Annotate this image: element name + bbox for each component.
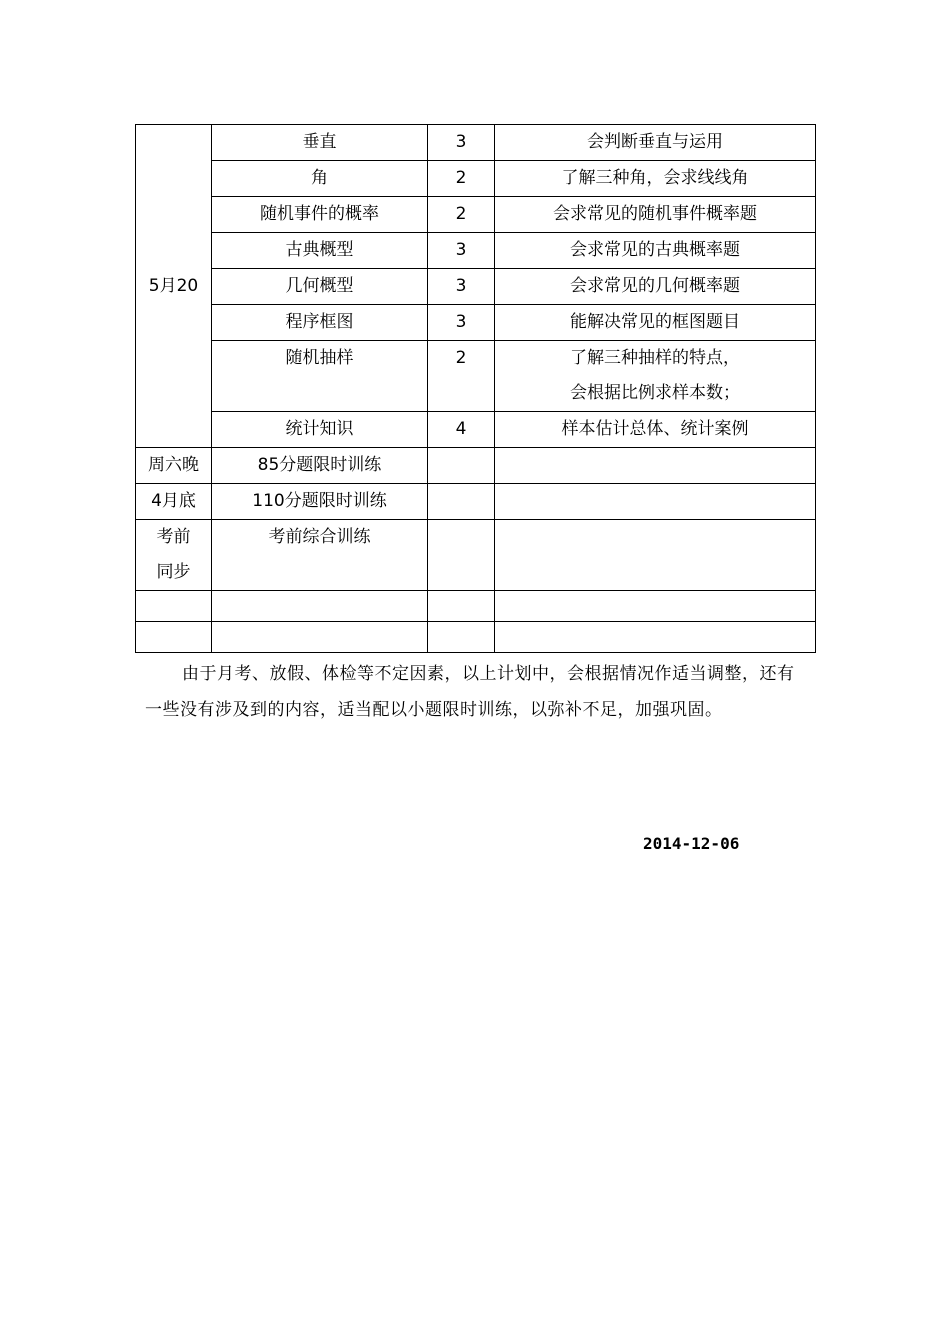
goal-label: 会判断垂直与运用 <box>587 132 723 152</box>
topic-label: 统计知识 <box>285 419 354 439</box>
topic-label: 85分题限时训练 <box>257 455 382 475</box>
goal-label: 了解三种角，会求线线角 <box>561 168 749 188</box>
date-label: 周六晚 <box>148 455 199 475</box>
hours-cell <box>428 125 495 161</box>
goal-label: 了解三种抽样的特点， 会根据比例求样本数； <box>570 348 740 403</box>
topic-label: 考前综合训练 <box>268 527 371 547</box>
empty-row <box>136 622 816 653</box>
topic-cell <box>212 448 428 484</box>
hours-cell <box>428 484 495 520</box>
topic-cell <box>212 484 428 520</box>
date-cell <box>136 484 212 520</box>
empty-cell <box>136 622 212 653</box>
topic-cell <box>212 197 428 233</box>
hours-cell <box>428 341 495 412</box>
table-row <box>136 520 816 591</box>
topic-cell <box>212 125 428 161</box>
goal-cell <box>495 341 816 412</box>
goal-cell <box>495 125 816 161</box>
date-cell <box>136 125 212 448</box>
document-date: 2014-12-06 <box>643 834 740 853</box>
topic-label: 随机抽样 <box>285 348 354 368</box>
table-row <box>136 125 816 161</box>
goal-cell <box>495 412 816 448</box>
empty-cell <box>212 622 428 653</box>
hours-label: 3 <box>455 240 467 260</box>
table-row <box>136 305 816 341</box>
hours-cell <box>428 161 495 197</box>
topic-label: 角 <box>311 168 328 188</box>
topic-label: 随机事件的概率 <box>260 204 379 224</box>
goal-cell <box>495 197 816 233</box>
topic-cell <box>212 412 428 448</box>
topic-cell <box>212 305 428 341</box>
empty-cell <box>428 622 495 653</box>
date-label: 考前 同步 <box>156 527 191 582</box>
table-row <box>136 448 816 484</box>
topic-label: 垂直 <box>302 132 337 152</box>
topic-cell <box>212 233 428 269</box>
empty-cell <box>212 591 428 622</box>
hours-cell <box>428 197 495 233</box>
goal-cell <box>495 520 816 591</box>
hours-cell <box>428 233 495 269</box>
empty-cell <box>495 622 816 653</box>
topic-label: 几何概型 <box>285 276 354 296</box>
hours-label: 3 <box>455 312 467 332</box>
table-row <box>136 233 816 269</box>
date-label: 5月20 <box>148 275 199 296</box>
goal-cell <box>495 269 816 305</box>
date-cell <box>136 448 212 484</box>
goal-cell <box>495 305 816 341</box>
table-row <box>136 484 816 520</box>
empty-cell <box>495 591 816 622</box>
table-row <box>136 412 816 448</box>
hours-cell <box>428 448 495 484</box>
hours-label: 3 <box>455 276 467 296</box>
empty-row <box>136 591 816 622</box>
topic-cell <box>212 520 428 591</box>
hours-cell <box>428 269 495 305</box>
hours-cell <box>428 520 495 591</box>
date-cell <box>136 520 212 591</box>
empty-cell <box>428 591 495 622</box>
hours-cell <box>428 412 495 448</box>
topic-cell <box>212 341 428 412</box>
topic-label: 110分题限时训练 <box>252 491 387 511</box>
goal-label: 能解决常见的框图题目 <box>570 312 740 332</box>
hours-label: 2 <box>455 348 467 368</box>
goal-cell <box>495 484 816 520</box>
plan-note-paragraph: 由于月考、放假、体检等不定因素，以上计划中，会根据情况作适当调整，还有一些没有涉及到的内容，适当配以小题限时训练，以弥补不足，加强巩固。 <box>145 664 795 720</box>
hours-label: 4 <box>455 419 467 439</box>
goal-label: 会求常见的随机事件概率题 <box>553 204 757 224</box>
goal-label: 会求常见的古典概率题 <box>570 240 740 260</box>
hours-cell <box>428 305 495 341</box>
table-row <box>136 161 816 197</box>
hours-label: 2 <box>455 168 467 188</box>
hours-label: 3 <box>455 132 467 152</box>
empty-cell <box>136 591 212 622</box>
topic-label: 程序框图 <box>285 312 354 332</box>
topic-cell <box>212 161 428 197</box>
study-plan-table <box>135 124 816 653</box>
goal-label: 会求常见的几何概率题 <box>570 276 740 296</box>
date-label: 4月底 <box>151 491 196 511</box>
table-row <box>136 269 816 305</box>
goal-cell <box>495 233 816 269</box>
table-row <box>136 197 816 233</box>
goal-cell <box>495 161 816 197</box>
topic-cell <box>212 269 428 305</box>
goal-cell <box>495 448 816 484</box>
hours-label: 2 <box>455 204 467 224</box>
topic-label: 古典概型 <box>285 240 354 260</box>
goal-label: 样本估计总体、统计案例 <box>561 419 749 439</box>
table-row <box>136 341 816 412</box>
